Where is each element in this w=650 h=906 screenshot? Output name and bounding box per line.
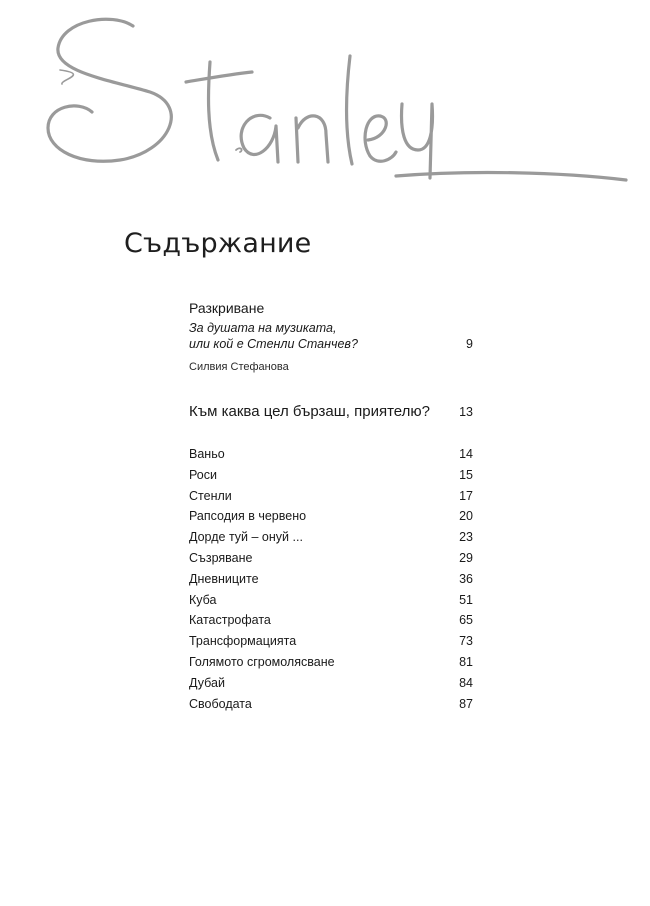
table-of-contents (189, 300, 473, 714)
chapter-page: 65 (459, 613, 473, 628)
chapter-title: Трансформацията (189, 634, 297, 649)
chapter-title: Стенли (189, 488, 232, 503)
page-title: Съдържание (124, 228, 312, 259)
chapter-title: Голямото сгромолясване (189, 654, 335, 669)
chapter-page: 14 (459, 447, 473, 461)
chapter-title: Куба (189, 592, 217, 607)
chapter-row (189, 444, 473, 465)
chapter-page: 73 (459, 634, 473, 649)
chapter-page: 29 (459, 550, 473, 565)
chapter-title: Свободата (189, 696, 252, 711)
chapter-page: 20 (459, 509, 473, 524)
chapter-row (189, 465, 473, 486)
intro-subtitle-line2: или кой е Стенли Станчев? (189, 337, 358, 351)
stanley-signature-logo (0, 0, 650, 200)
part-title: Към каква цел бързаш, приятелю? (189, 403, 430, 420)
chapter-row (189, 486, 473, 507)
intro-subtitle (189, 320, 473, 352)
chapter-row (189, 610, 473, 631)
intro-subtitle-line1: За душата на музиката, (189, 321, 337, 335)
chapter-row (189, 548, 473, 569)
chapter-title: Дорде туй – онуй ... (189, 530, 303, 545)
chapter-row (189, 694, 473, 715)
chapter-row (189, 652, 473, 673)
chapter-page: 15 (459, 467, 473, 482)
chapter-row (189, 631, 473, 652)
chapter-title: Ваньо (189, 447, 225, 461)
chapter-page: 51 (459, 592, 473, 607)
chapter-row (189, 569, 473, 590)
chapter-title: Рапсодия в червено (189, 509, 307, 524)
chapter-row (189, 673, 473, 694)
intro-page-number: 9 (466, 337, 473, 351)
chapter-page: 87 (459, 696, 473, 711)
chapter-row (189, 590, 473, 611)
chapter-title: Дубай (189, 675, 225, 690)
chapter-page: 81 (459, 654, 473, 669)
chapter-title: Катастрофата (189, 613, 271, 628)
intro-author: Силвия Стефанова (189, 361, 289, 373)
chapter-row (189, 506, 473, 527)
chapter-title: Роси (189, 467, 217, 482)
intro-title: Разкриване (189, 300, 265, 316)
chapter-page: 17 (459, 488, 473, 503)
chapter-page: 36 (459, 571, 473, 586)
chapter-page: 84 (459, 675, 473, 690)
part-page-number: 13 (459, 405, 473, 419)
chapter-title: Съзряване (189, 550, 253, 565)
part-entry (189, 403, 473, 420)
chapter-list (189, 444, 473, 714)
chapter-title: Дневниците (189, 571, 259, 586)
chapter-row (189, 527, 473, 548)
chapter-page: 23 (459, 530, 473, 545)
